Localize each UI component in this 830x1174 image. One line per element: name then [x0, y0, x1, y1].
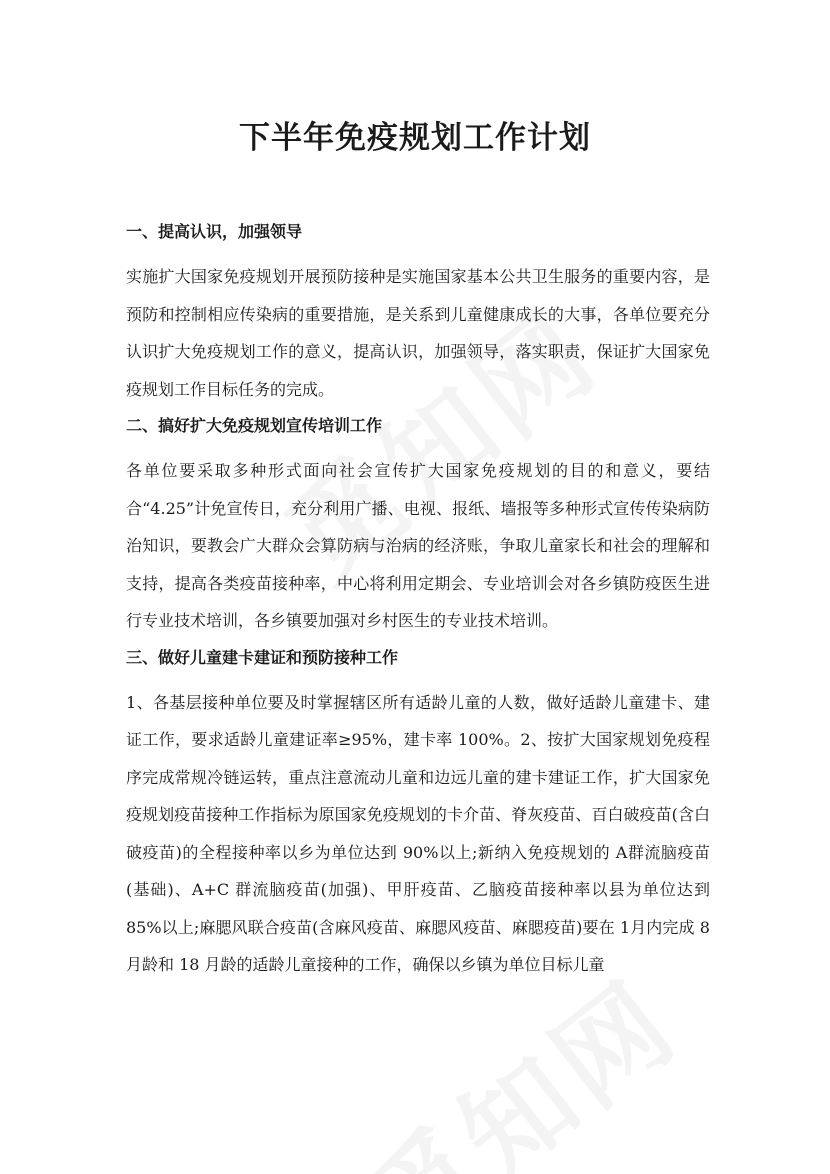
document-body	[126, 218, 710, 988]
section-paragraph-2: 各单位要采取多种形式面向社会宣传扩大国家免疫规划的目的和意义，要结合“4.25”计免宣传日，充分利用广播、电视、报纸、墙报等多种形式宣传传染病防治知识，要教会广大群众会算防病与治病的经济账，争取儿童家长和社会的理解和支持，提高各类疫苗接种率，中心将利用定期会、专业培训会对各乡镇防疫医生进行专业技术培训，各乡镇要加强对乡村医生的专业技术培训。	[126, 461, 710, 630]
section-heading-3: 三、做好儿童建卡建证和预防接种工作	[126, 647, 399, 667]
section-paragraph-1: 实施扩大国家免疫规划开展预防接种是实施国家基本公共卫生服务的重要内容，是预防和控制相应传染病的重要措施，是关系到儿童健康成长的大事，各单位要充分认识扩大免疫规划工作的意义，提高认识，加强领导，落实职责，保证扩大国家免疫规划工作目标任务的完成。	[126, 267, 710, 399]
section-heading-2: 二、搞好扩大免疫规划宣传培训工作	[126, 416, 383, 435]
section-heading-1: 一、提高认识，加强领导	[126, 222, 303, 241]
document-title: 下半年免疫规划工作计划	[239, 120, 591, 156]
section-paragraph-3: 1、各基层接种单位要及时掌握辖区所有适龄儿童的人数，做好适龄儿童建卡、建证工作，要求适龄儿童建证率≥95%，建卡率 100%。2、按扩大国家规划免疫程序完成常规冷链运转，重点注意流动儿童和边远儿童的建卡建证工作，扩大国家免疫规划疫苗接种工作指标为原国家免疫规划的卡介苗、脊灰疫苗、百白破疫苗(含白破疫苗)的全程接种率以乡为单位达到 90%以上;新纳入免疫规划的 A群流脑疫苗(基础)、A+C 群流脑疫苗(加强)、甲肝疫苗、乙脑疫苗接种率以县为单位达到 85%以上;麻腮风联合疫苗(含麻风疫苗、麻腮风疫苗、麻腮疫苗)要在 1月内完成 8 月龄和 18 月龄的适龄儿童接种的工作，确保以乡镇为单位目标儿童	[126, 692, 710, 974]
